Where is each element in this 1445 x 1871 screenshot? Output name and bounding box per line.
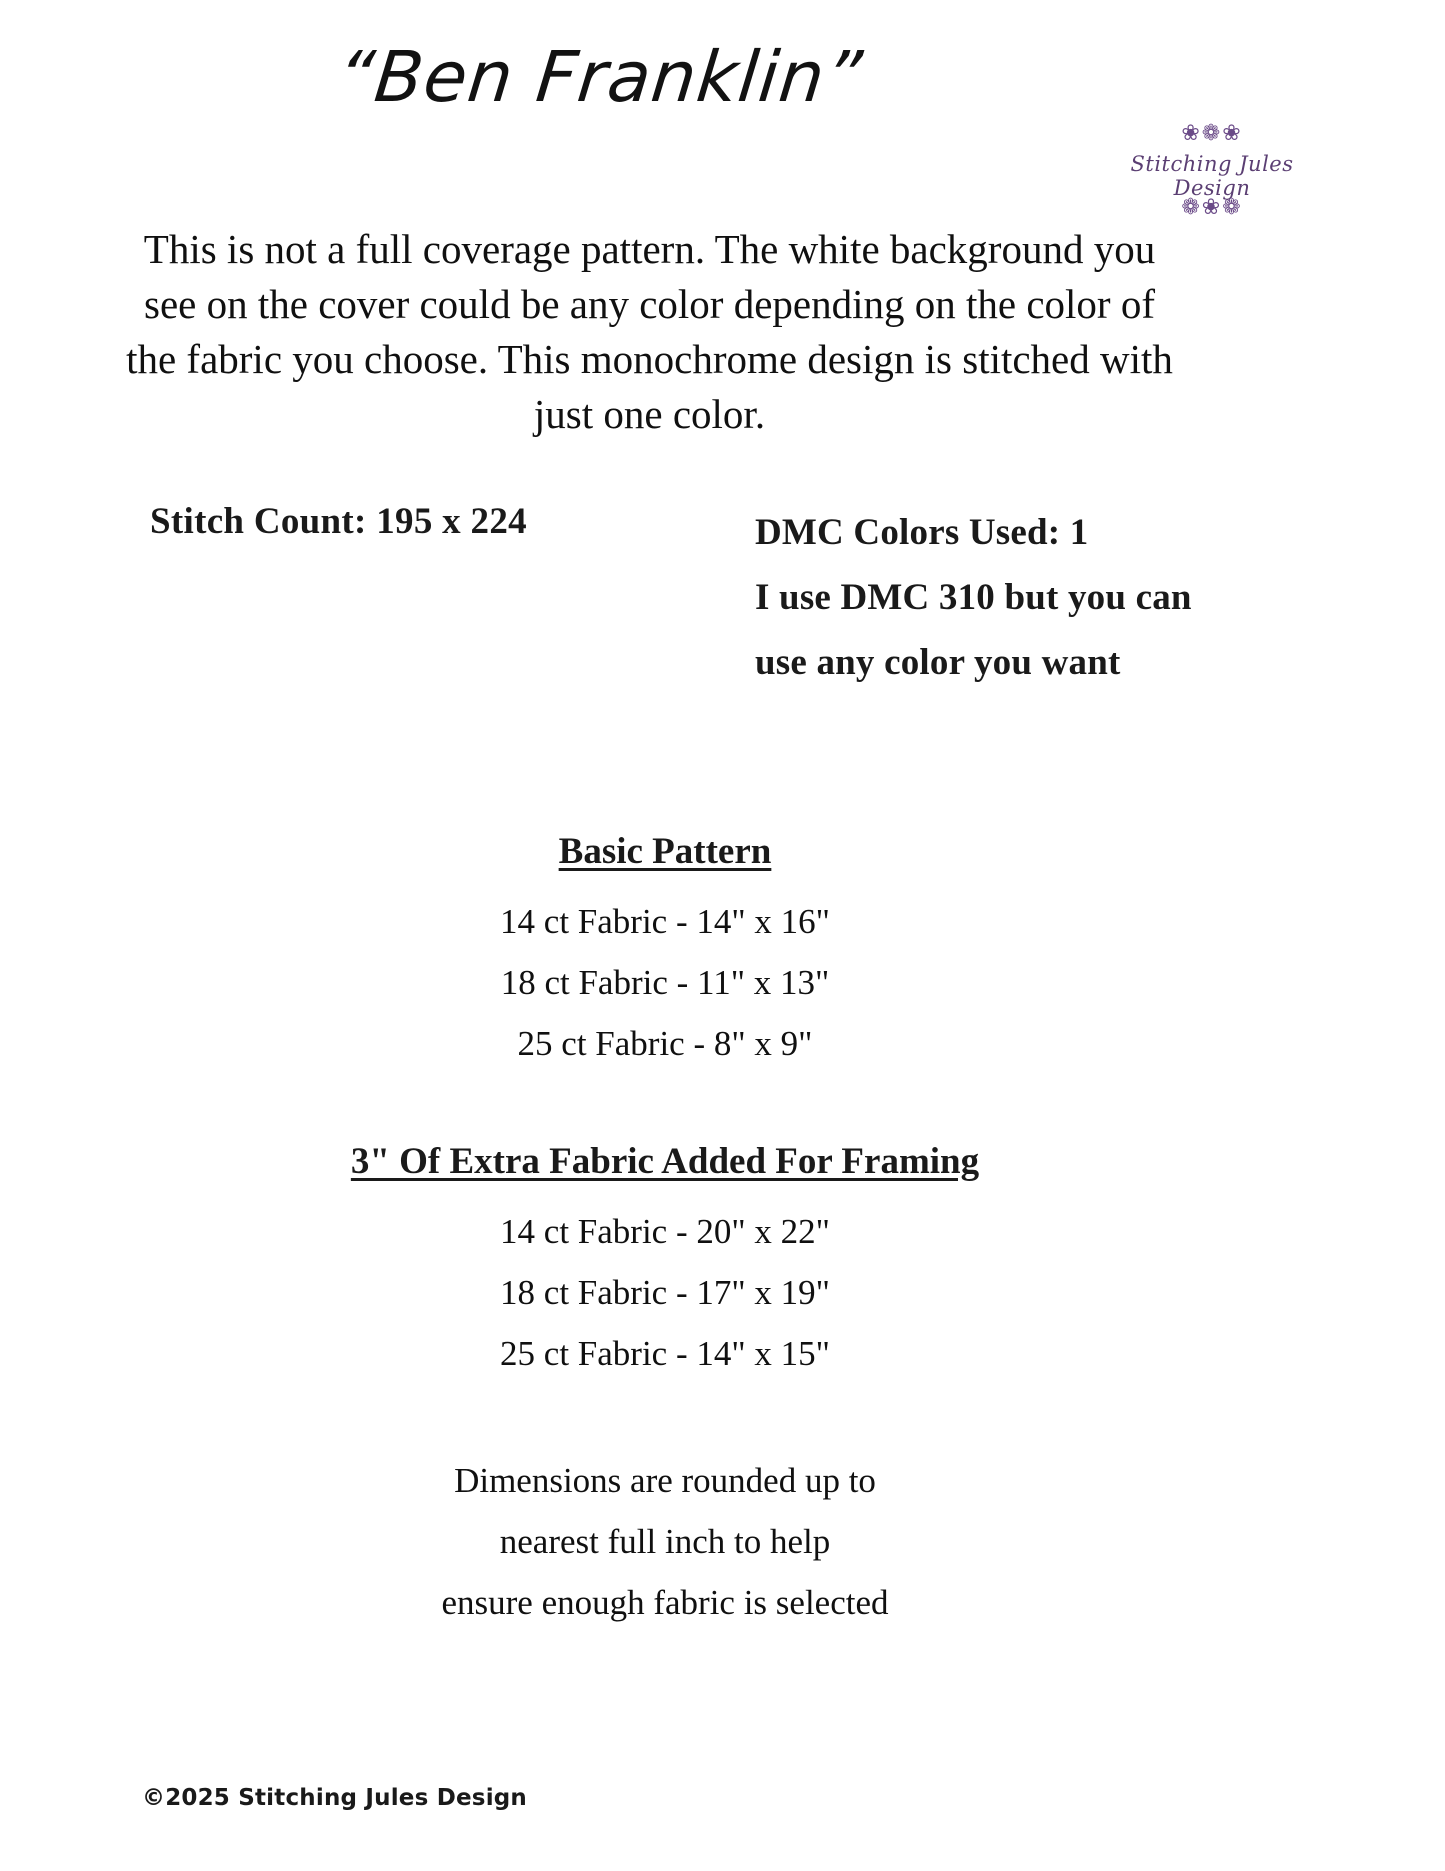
copyright-notice: ©2025 Stitching Jules Design: [142, 1785, 528, 1811]
dmc-colors-used: DMC Colors Used: 1: [755, 512, 1089, 553]
brand-logo: [1097, 121, 1327, 222]
basic-pattern-section: [0, 830, 1330, 1074]
page-title: “Ben Franklin”: [333, 36, 867, 118]
brand-name: Stitching Jules Design: [1130, 152, 1294, 200]
dimensions-note-line: nearest full inch to help: [499, 1522, 831, 1561]
flourish-bottom-icon: ❁❀❁: [1181, 195, 1243, 220]
framing-section: [0, 1140, 1330, 1384]
stitch-count-label: Stitch Count: 195 x 224: [150, 501, 527, 542]
basic-pattern-line: 14 ct Fabric - 14" x 16": [500, 902, 830, 941]
intro-paragraph: This is not a full coverage pattern. The white background you see on the cover could be any color depending on the color of the fabric you choose. This monochrome design is stitched with just one color.: [126, 226, 1173, 437]
basic-pattern-line: 25 ct Fabric - 8" x 9": [517, 1024, 813, 1063]
framing-heading: 3" Of Extra Fabric Added For Framing: [350, 1141, 980, 1182]
dimensions-note-line: ensure enough fabric is selected: [441, 1583, 889, 1622]
dimensions-note: [0, 1450, 1330, 1633]
flourish-top-icon: ❀❁❀: [1181, 121, 1243, 146]
framing-line: 25 ct Fabric - 14" x 15": [500, 1334, 830, 1373]
basic-pattern-line: 18 ct Fabric - 11" x 13": [500, 963, 830, 1002]
dimensions-note-line: Dimensions are rounded up to: [454, 1461, 876, 1500]
dmc-note-line-2: use any color you want: [755, 642, 1121, 683]
dmc-colors-block: [755, 500, 1275, 695]
framing-line: 18 ct Fabric - 17" x 19": [500, 1273, 830, 1312]
basic-pattern-heading: Basic Pattern: [558, 831, 772, 872]
framing-line: 14 ct Fabric - 20" x 22": [500, 1212, 830, 1251]
dmc-note-line-1: I use DMC 310 but you can: [755, 577, 1192, 618]
